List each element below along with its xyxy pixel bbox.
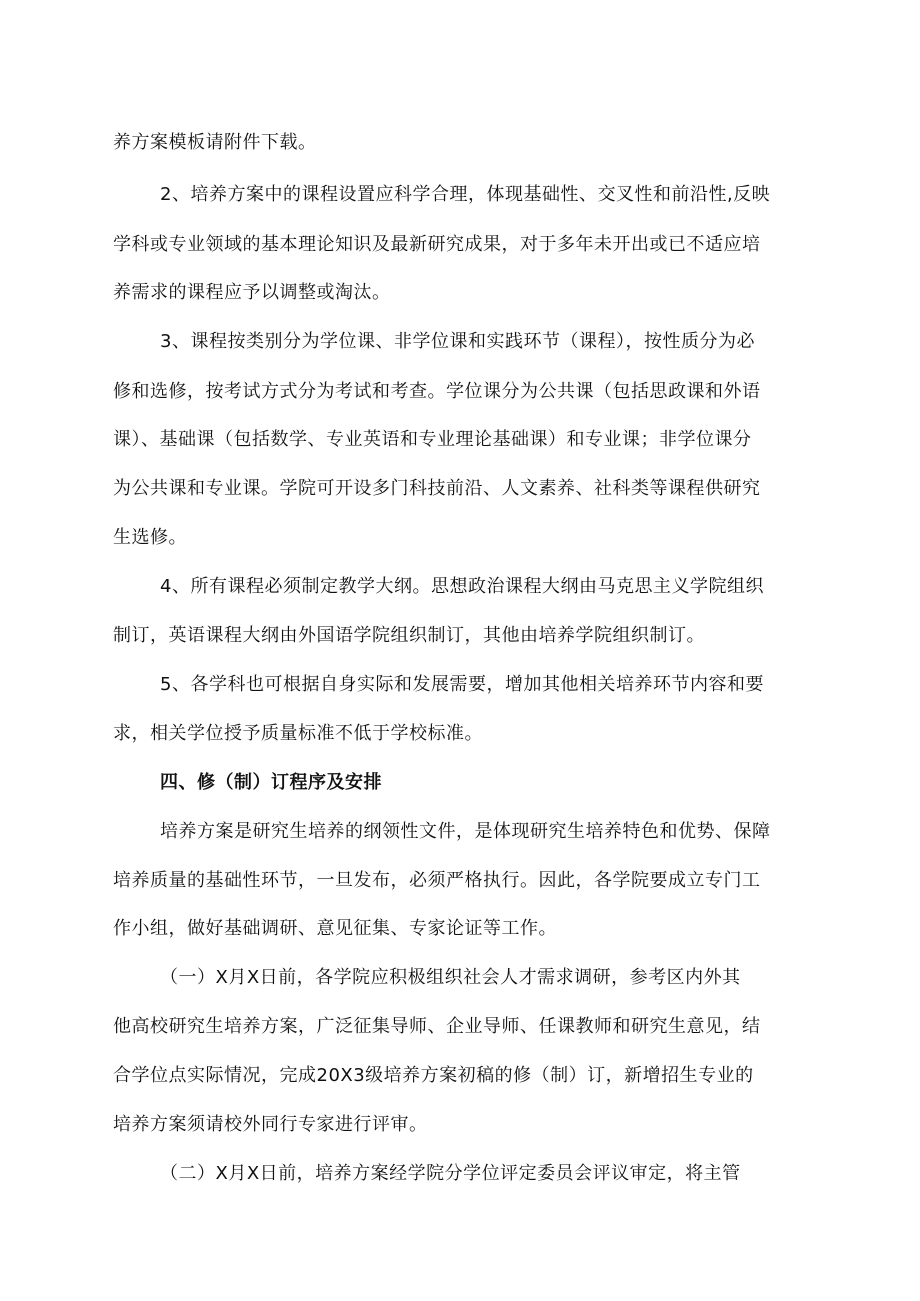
text-line: （一）X月X日前，各学院应积极组织社会人才需求调研，参考区内外其 [160,967,741,988]
text-line: 他高校研究生培养方案，广泛征集导师、企业导师、任课教师和研究生意见，结 [113,1016,761,1037]
text-line: 合学位点实际情况，完成20X3级培养方案初稿的修（制）订，新增招生专业的 [113,1065,754,1086]
text-line: 课）、基础课（包括数学、专业英语和专业理论基础课）和专业课；非学位课分 [113,429,752,450]
text-line: 5、各学科也可根据自身实际和发展需要，增加其他相关培养环节内容和要 [160,674,764,695]
text-line: 生选修。 [113,527,187,548]
text-line: 4、所有课程必须制定教学大纲。思想政治课程大纲由马克思主义学院组织 [160,576,764,597]
text-line: 制订，英语课程大纲由外国语学院组织制订，其他由培养学院组织制订。 [113,625,705,646]
text-line: 3、课程按类别分为学位课、非学位课和实践环节（课程），按性质分为必 [160,331,755,352]
text-line: 2、培养方案中的课程设置应科学合理，体现基础性、交叉性和前沿性,反映 [160,184,771,205]
text-line: 培养质量的基础性环节，一旦发布，必须严格执行。因此，各学院要成立专门工 [113,870,761,891]
text-line: 为公共课和专业课。学院可开设多门科技前沿、人文素养、社科类等课程供研究 [113,478,761,499]
text-line: 学科或专业领域的基本理论知识及最新研究成果，对于多年未开出或已不适应培 [113,234,761,255]
text-line: 作小组，做好基础调研、意见征集、专家论证等工作。 [113,918,557,939]
text-line: 求，相关学位授予质量标准不低于学校标准。 [113,723,483,744]
section-heading: 四、修（制）订程序及安排 [160,772,382,793]
text-line: 培养方案是研究生培养的纲领性文件，是体现研究生培养特色和优势、保障 [160,821,771,842]
text-line: 养需求的课程应予以调整或淘汰。 [113,282,391,303]
text-line: 修和选修，按考试方式分为考试和考查。学位课分为公共课（包括思政课和外语 [113,381,761,402]
text-line: （二）X月X日前，培养方案经学院分学位评定委员会评议审定，将主管 [160,1163,741,1184]
text-line: 培养方案须请校外同行专家进行评审。 [113,1114,428,1135]
text-line: 养方案模板请附件下载。 [113,132,317,153]
